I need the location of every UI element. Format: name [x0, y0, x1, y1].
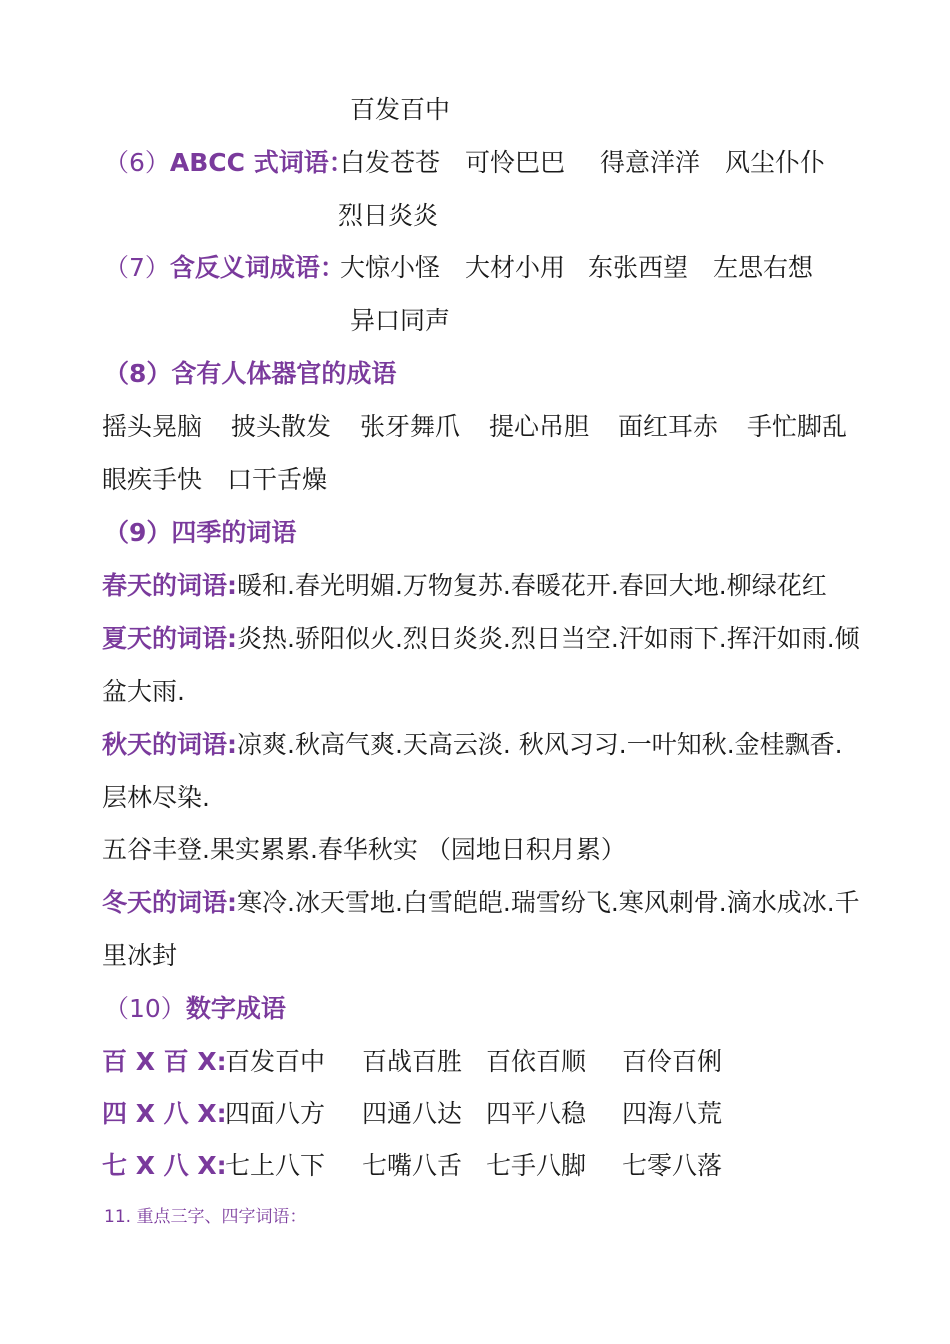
section-10-number: （10）: [104, 994, 186, 1023]
section-10-line: [104, 993, 286, 1025]
section-6-line: [104, 147, 354, 179]
spring-line: [102, 570, 827, 602]
summer-cont: 盆大雨.: [102, 677, 185, 706]
s7-word-1: 大材小用: [465, 253, 566, 282]
s7-word-3: 左思右想: [713, 253, 814, 282]
autumn-label: 秋天的词语:: [102, 730, 237, 759]
num-row-1-word-2: 四平八稳: [486, 1099, 587, 1128]
winter-text: 寒冷.冰天雪地.白雪皑皑.瑞雪纷飞.寒风刺骨.滴水成冰.千: [237, 888, 860, 917]
s6-word-1: 可怜巴巴: [465, 148, 566, 177]
num-row-1-word-1: 四通八达: [362, 1099, 463, 1128]
winter-line: [102, 887, 860, 919]
num-row-0-word-3: 百伶百俐: [622, 1047, 723, 1076]
s8-word-6: 眼疾手快: [102, 465, 203, 494]
s6-word-0: 白发苍苍: [340, 148, 441, 177]
num-row-1-label: 四 X 八 X:: [102, 1099, 227, 1128]
s7-word-0: 大惊小怪: [340, 253, 441, 282]
section-6-label: ABCC 式词语：: [169, 148, 354, 177]
num-row-0-label: 百 X 百 X:: [102, 1047, 227, 1076]
s6-word-3: 风尘仆仆: [725, 148, 826, 177]
s5-tail: 百发百中: [350, 95, 451, 124]
num-row-1-word-0: 四面八方: [225, 1099, 326, 1128]
s7-tail: 异口同声: [350, 306, 451, 335]
section-7-number: （7）: [104, 253, 170, 282]
autumn-cont: 层林尽染.: [102, 783, 210, 812]
section-7-label: 含反义词成语：: [169, 253, 345, 282]
s6-tail: 烈日炎炎: [338, 201, 439, 230]
num-row-0-word-2: 百依百顺: [486, 1047, 587, 1076]
num-row-2-word-1: 七嘴八舌: [362, 1151, 463, 1180]
s8-word-7: 口干舌燥: [227, 465, 328, 494]
s8-word-1: 披头散发: [231, 412, 332, 441]
s6-word-2: 得意洋洋: [600, 148, 701, 177]
section-7-line: [104, 252, 345, 284]
s8-word-3: 提心吊胆: [489, 412, 590, 441]
num-row-2-word-2: 七手八脚: [486, 1151, 587, 1180]
num-row-2-word-3: 七零八落: [622, 1151, 723, 1180]
s8-word-4: 面红耳赤: [618, 412, 719, 441]
autumn-text: 凉爽.秋高气爽.天高云淡. 秋风习习.一叶知秋.金桂飘香.: [237, 730, 843, 759]
s8-word-5: 手忙脚乱: [747, 412, 848, 441]
spring-text: 暖和.春光明媚.万物复苏.春暖花开.春回大地.柳绿花红: [237, 571, 827, 600]
section-8-heading: （8）含有人体器官的成语: [104, 359, 397, 388]
section-10-heading: 数字成语: [185, 994, 286, 1023]
autumn-line: [102, 729, 843, 761]
num-row-0-word-1: 百战百胜: [362, 1047, 463, 1076]
section-6-number: （6）: [104, 148, 170, 177]
winter-cont: 里冰封: [102, 941, 178, 970]
section-9-heading: （9）四季的词语: [104, 518, 297, 547]
s7-word-2: 东张西望: [588, 253, 689, 282]
winter-label: 冬天的词语:: [102, 888, 237, 917]
spring-label: 春天的词语:: [102, 571, 237, 600]
summer-text: 炎热.骄阳似火.烈日炎炎.烈日当空.汗如雨下.挥汗如雨.倾: [237, 624, 860, 653]
section-11-heading: 11. 重点三字、四字词语：: [104, 1207, 307, 1227]
summer-label: 夏天的词语:: [102, 624, 237, 653]
summer-line: [102, 623, 860, 655]
num-row-0-word-0: 百发百中: [225, 1047, 326, 1076]
autumn-extra: 五谷丰登.果实累累.春华秋实 （园地日积月累）: [102, 835, 626, 864]
s8-word-0: 摇头晃脑: [102, 412, 203, 441]
num-row-2-word-0: 七上八下: [225, 1151, 326, 1180]
num-row-1-word-3: 四海八荒: [622, 1099, 723, 1128]
num-row-2-label: 七 X 八 X:: [102, 1151, 227, 1180]
s8-word-2: 张牙舞爪: [360, 412, 461, 441]
